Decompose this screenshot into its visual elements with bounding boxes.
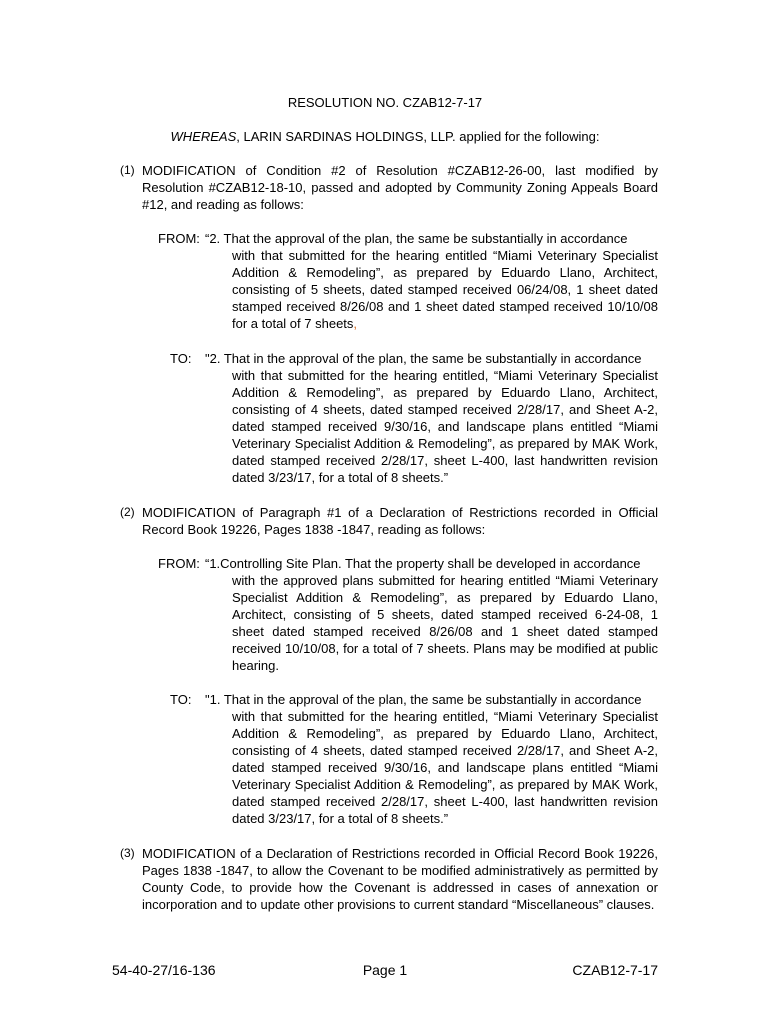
item-2-text: MODIFICATION of Paragraph #1 of a Declaration of Restrictions recorded in Official Record Book 19226, Pages 1838 -1847, reading as follows: [142, 505, 658, 537]
item-2-number: (2) [120, 505, 135, 519]
item-1-from-body: with that submitted for the hearing entitled “Miami Veterinary Specialist Addition & Remodeling”, as prepared by Eduardo Llano, Architect, consisting of 5 sheets, dated stamped received 06/24/08, 1 sheet dated stamped received 8/26/08 and 1 sheet dated stamped received 10/10/08 for a total of 7 sheets [232, 248, 658, 331]
whereas-clause [0, 128, 770, 145]
item-1-to-label: TO: [170, 351, 192, 366]
item-1-text: MODIFICATION of Condition #2 of Resolution #CZAB12-26-00, last modified by Resolution #CZAB12-18-10, passed and adopted by Community Zoning Appeals Board #12, and reading as follows: [142, 163, 658, 212]
item-2-to-label: TO: [170, 692, 192, 707]
item-3-text: MODIFICATION of a Declaration of Restrictions recorded in Official Record Book 19226, Pages 1838 -1847, to allow the Covenant to be modified administratively as permitted by County Code, to provide how the Covenant is addressed in cases of annexation or incorporation and to update other provisions to current standard “Miscellaneous” clauses. [142, 846, 658, 912]
resolution-title: RESOLUTION NO. CZAB12-7-17 [287, 95, 483, 110]
item-1-from-label: FROM: [158, 231, 200, 246]
item-2-from-text: with the approved plans submitted for hearing entitled “Miami Veterinary Specialist Addition & Remodeling”, as prepared by Eduardo Llano, Architect, consisting of 5 sheets, dated stamped received 6-24-08, 1 sheet dated stamped received 8/26/08 and 1 sheet dated stamped received 10/10/08, for a total of 7 sheets. Plans may be modified at public hearing. [232, 573, 658, 673]
item-1-to-first-line: "2. That in the approval of the plan, the same be substantially in accordance [205, 351, 642, 366]
whereas-text: , LARIN SARDINAS HOLDINGS, LLP. applied for the following: [236, 129, 600, 144]
item-1-number: (1) [120, 163, 135, 177]
orange-comma: , [353, 316, 358, 331]
whereas-italic: WHEREAS [170, 129, 237, 144]
item-1-from-text [232, 247, 658, 332]
item-3-number: (3) [120, 846, 135, 860]
footer-resolution-number: CZAB12-7-17 [572, 962, 658, 978]
item-1-from-first-line: “2. That the approval of the plan, the same be substantially in accordance [205, 231, 628, 246]
footer-page-number: Page 1 [362, 962, 408, 978]
item-2-from-label: FROM: [158, 556, 200, 571]
item-1-to-text: with that submitted for the hearing entitled, “Miami Veterinary Specialist Addition & Remodeling”, as prepared by Eduardo Llano, Architect, consisting of 4 sheets, dated stamped received 2/28/17, and Sheet A-2, dated stamped received 9/30/16, and landscape plans entitled “Miami Veterinary Specialist Addition & Remodeling”, as prepared by MAK Work, dated stamped received 2/28/17, sheet L-400, last handwritten revision dated 3/23/17, for a total of 8 sheets.” [232, 368, 658, 485]
footer-case-number: 54-40-27/16-136 [112, 962, 216, 978]
item-2-to-first-line: "1. That in the approval of the plan, the same be substantially in accordance [205, 692, 642, 707]
item-2-from-first-line: “1.Controlling Site Plan. That the property shall be developed in accordance [205, 556, 641, 571]
item-2-to-text: with that submitted for the hearing entitled, “Miami Veterinary Specialist Addition & Remodeling”, as prepared by Eduardo Llano, Architect, consisting of 4 sheets, dated stamped received 2/28/17, and Sheet A-2, dated stamped received 9/30/16, and landscape plans entitled “Miami Veterinary Specialist Addition & Remodeling”, as prepared by MAK Work, dated stamped received 2/28/17, sheet L-400, last handwritten revision dated 3/23/17, for a total of 8 sheets.” [232, 709, 658, 826]
